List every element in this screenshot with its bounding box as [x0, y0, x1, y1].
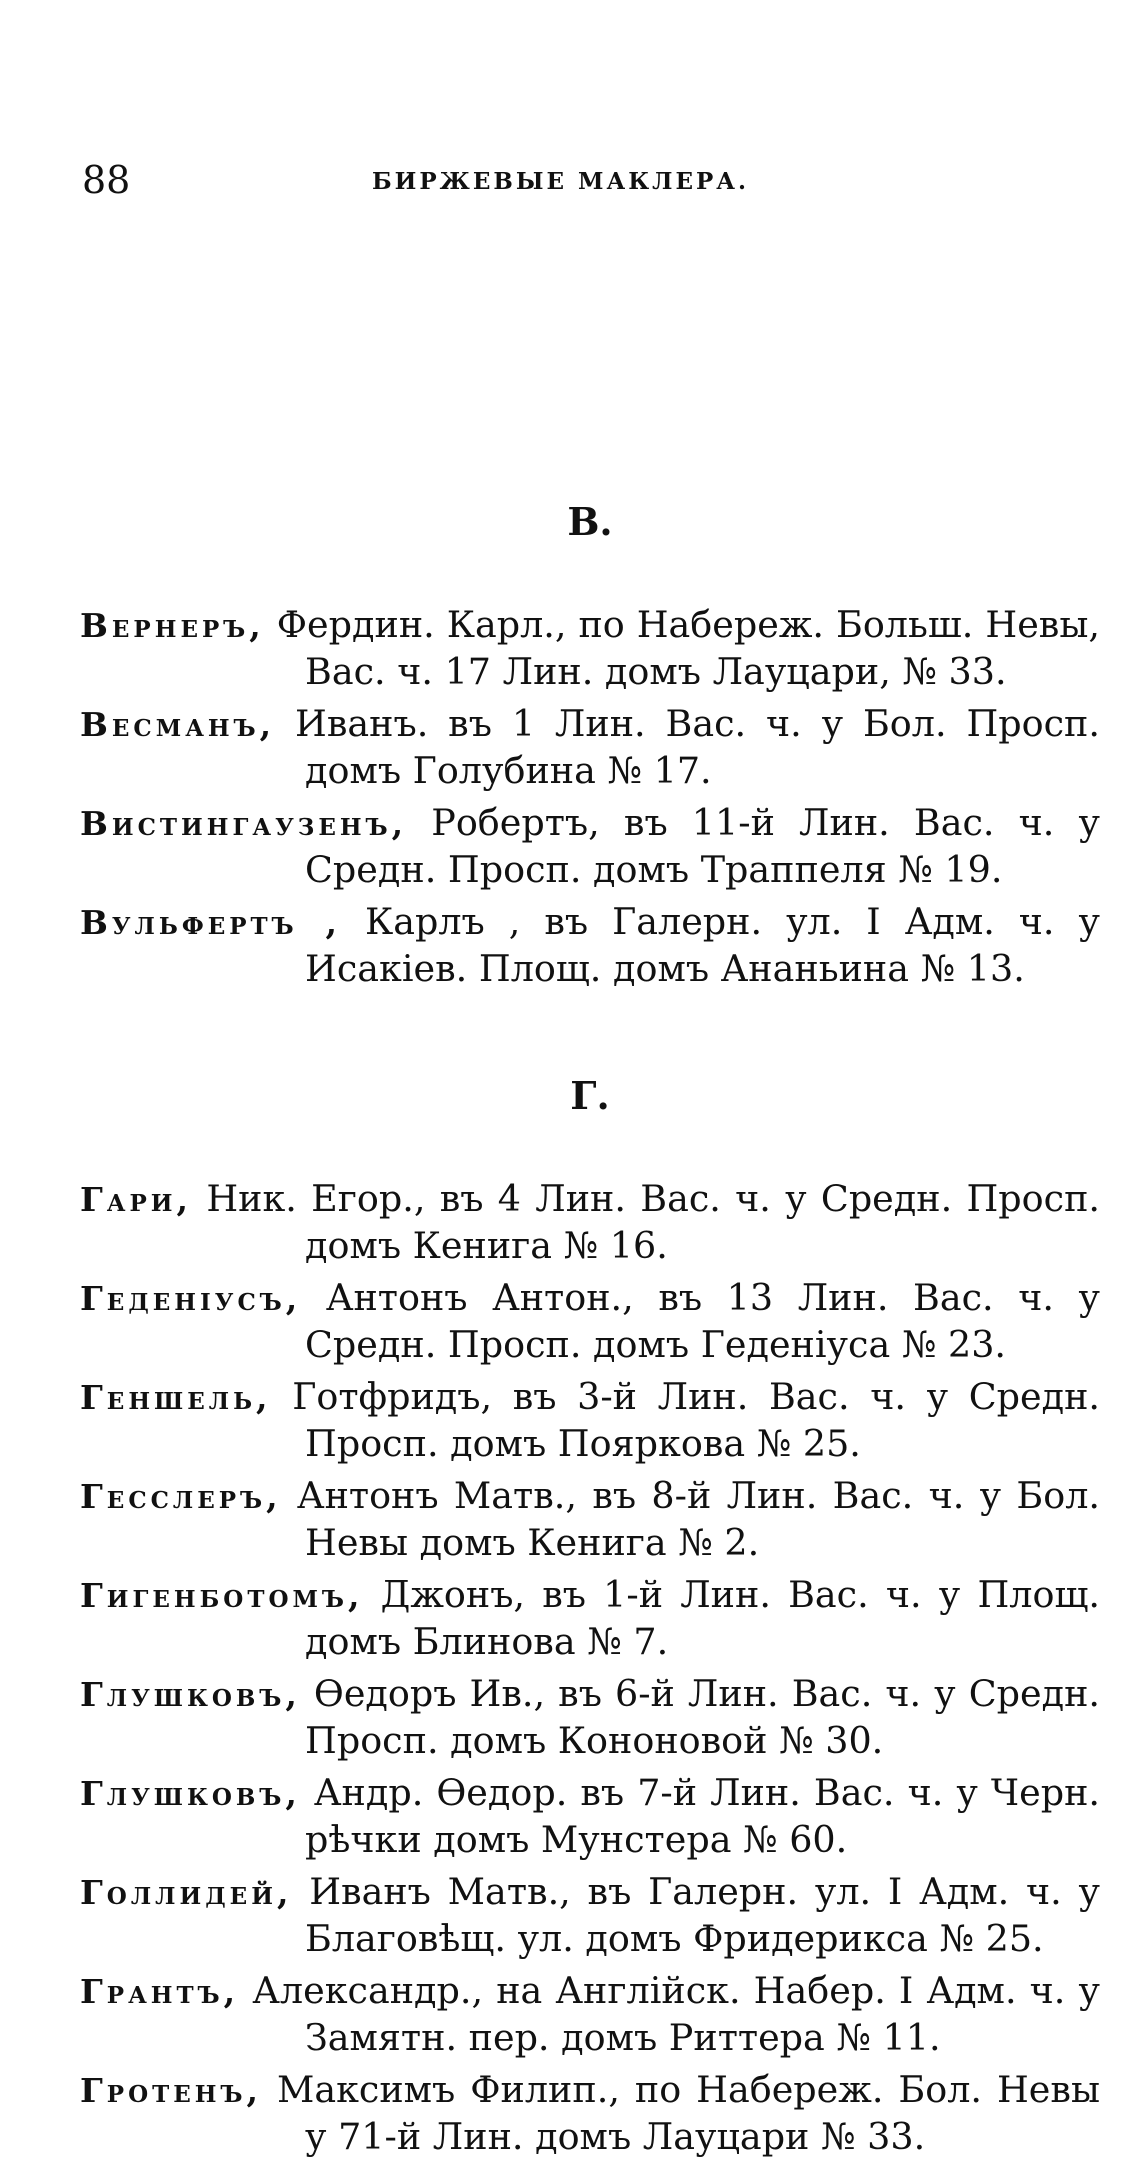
directory-entry [80, 1572, 1100, 1665]
directory-entry [80, 1869, 1100, 1962]
directory-entry [80, 899, 1100, 992]
entry-surname: Гигенботомъ, [80, 1576, 364, 1615]
section-g [80, 1066, 1100, 2166]
entry-surname: Геншель, [80, 1378, 272, 1417]
entry-text: Джонъ, въ 1-й Лин. Вас. ч. у Площ. домъ Блинова № 7. [305, 1573, 1100, 1663]
entry-surname: Гротенъ, [80, 2071, 262, 2110]
directory-entry [80, 1176, 1100, 1269]
entry-surname: Вульфертъ , [80, 903, 341, 942]
entry-surname: Глушковъ, [80, 1774, 301, 1813]
entry-surname: Глушковъ, [80, 1675, 301, 1714]
entry-text: Ник. Егор., въ 4 Лин. Вас. ч. у Средн. Просп. домъ Кенига № 16. [206, 1177, 1100, 1267]
entry-surname: Весманъ, [80, 705, 276, 744]
entry-text: Александр., на Англійск. Набер. I Адм. ч. у Замятн. пер. домъ Риттера № 11. [252, 1969, 1100, 2059]
entry-text: Иванъ. въ 1 Лин. Вас. ч. у Бол. Просп. домъ Голубина № 17. [295, 702, 1100, 792]
entry-surname: Гесслеръ, [80, 1477, 282, 1516]
entry-text: Готфридъ, въ 3-й Лин. Вас. ч. у Средн. Просп. домъ Пояркова № 25. [292, 1375, 1100, 1465]
directory-entry [80, 1671, 1100, 1764]
directory-entry [80, 1275, 1100, 1368]
directory-entry [80, 1374, 1100, 1467]
page-number: 88 [82, 158, 131, 202]
running-title: БИРЖЕВЫЕ МАКЛЕРА. [372, 168, 750, 195]
entry-surname: Гари, [80, 1180, 193, 1219]
entry-text: Антонъ Антон., въ 13 Лин. Вас. ч. у Средн. Просп. домъ Геденіуса № 23. [305, 1276, 1100, 1366]
directory-entry [80, 800, 1100, 893]
directory-entry [80, 602, 1100, 695]
entry-text: Максимъ Филип., по Набереж. Бол. Невы у 71-й Лин. домъ Лауцари № 33. [276, 2068, 1100, 2158]
directory-entry [80, 701, 1100, 794]
entry-surname: Голлидей, [80, 1873, 293, 1912]
directory-entry [80, 1473, 1100, 1566]
entry-text: Робертъ, въ 11-й Лин. Вас. ч. у Средн. Просп. домъ Траппеля № 19. [305, 801, 1100, 891]
entry-surname: Грантъ, [80, 1972, 240, 2011]
directory-entry [80, 2067, 1100, 2160]
section-v [80, 492, 1100, 998]
entry-text: Карлъ , въ Галерн. ул. I Адм. ч. у Исакіев. Площ. домъ Ананьина № 13. [305, 900, 1100, 990]
entry-text: Ѳедоръ Ив., въ 6-й Лин. Вас. ч. у Средн. Просп. домъ Кононовой № 30. [305, 1672, 1100, 1762]
directory-entry [80, 1968, 1100, 2061]
entry-text: Фердин. Карл., по Набереж. Больш. Невы, Вас. ч. 17 Лин. домъ Лауцари, № 33. [276, 603, 1100, 693]
entry-surname: Геденіусъ, [80, 1279, 302, 1318]
entry-text: Андр. Ѳедор. въ 7-й Лин. Вас. ч. у Черн. рѣчки домъ Мунстера № 60. [305, 1771, 1101, 1861]
section-heading: В. [567, 499, 613, 544]
directory-entry [80, 1770, 1100, 1863]
running-head [82, 150, 1112, 210]
entry-surname: Вернеръ, [80, 606, 265, 645]
entry-surname: Вистингаузенъ, [80, 804, 408, 843]
entry-text: Антонъ Матв., въ 8-й Лин. Вас. ч. у Бол. Невы домъ Кенига № 2. [296, 1474, 1100, 1564]
section-heading: Г. [570, 1073, 610, 1118]
entry-text: Иванъ Матв., въ Галерн. ул. I Адм. ч. у Благовѣщ. ул. домъ Фридерикса № 25. [305, 1870, 1100, 1960]
